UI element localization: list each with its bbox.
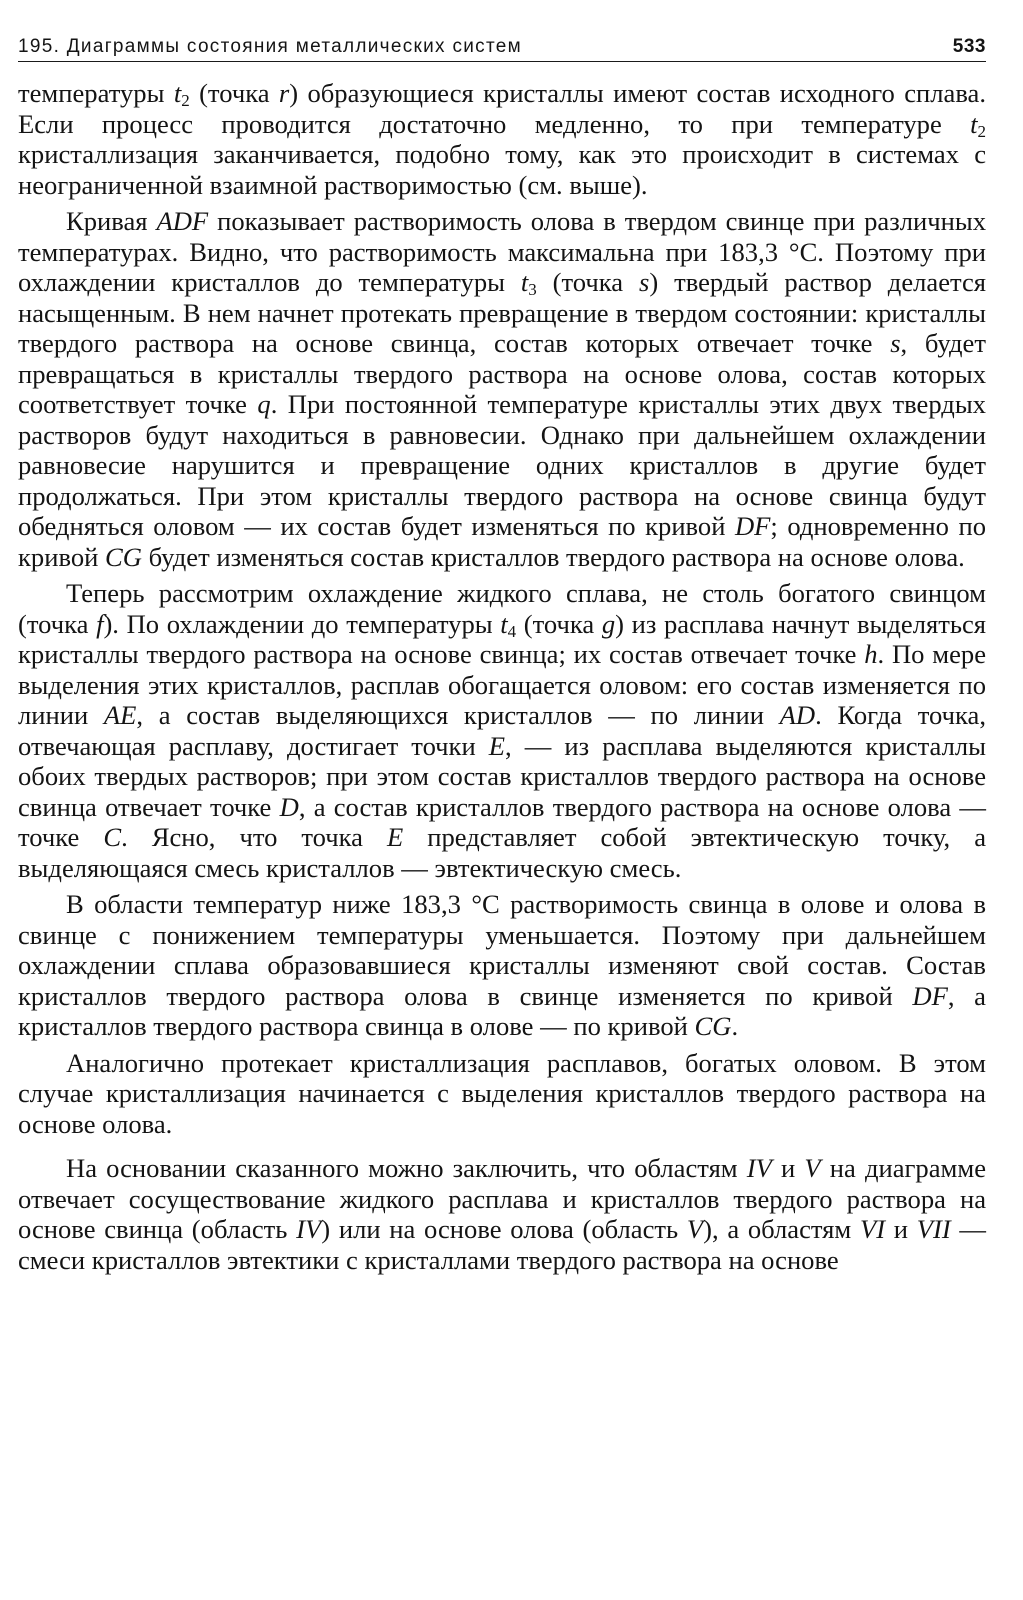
section-title: 195. Диаграммы состояния металлических систем <box>18 36 522 57</box>
body-text <box>18 78 986 1275</box>
paragraph: Кривая ADF показывает растворимость олова в твердом свинце при различных температурах. Видно, что растворимость максимальна при 183,3 °С. Поэтому при охлаждении кристаллов до температуры $t_3$ (точка s) твердый раствор делается насыщенным. В нем начнет протекать превращение в твердом состоянии: кристаллы твердого раствора на основе свинца, состав которых отвечает точке s, будет превращаться в кристаллы твердого раствора на основе олова, состав которых соответствует точке q. При постоянной температуре кристаллы этих двух твердых растворов будут находиться в равновесии. Однако при дальнейшем охлаждении равновесие нарушится и превращение одних кристаллов в другие будет продолжаться. При этом кристаллы твердого раствора на основе свинца будут обедняться оловом — их состав будет изменяться по кривой DF; одновременно по кривой CG будет изменяться состав кристаллов твердого раствора на основе олова. <box>18 206 986 572</box>
book-page <box>18 28 986 1275</box>
paragraph: На основании сказанного можно заключить, что областям IV и V на диаграмме отвечает сосуществование жидкого расплава и кристаллов твердого раствора на основе свинца (область IV) или на основе олова (область V), а областям VI и VII — смеси кристаллов эвтектики с кристаллами твердого раствора на основе <box>18 1153 987 1275</box>
paragraph: температуры $t_2$ (точка r) образующиеся кристаллы имеют состав исходного сплава. Если процесс проводится достаточно медленно, то при температуре $t_2$ кристаллизация заканчивается, подобно тому, как это происходит в системах с неограниченной взаимной растворимостью (см. выше). <box>18 78 986 200</box>
paragraph: Теперь рассмотрим охлаждение жидкого сплава, не столь богатого свинцом (точка f). По охлаждении до температуры $t_4$ (точка g) из расплава начнут выделяться кристаллы твердого раствора на основе свинца; их состав отвечает точке h. По мере выделения этих кристаллов, расплав обогащается оловом: его состав изменяется по линии AE, а состав выделяющихся кристаллов — по линии AD. Когда точка, отвечающая расплаву, достигает точки E, — из расплава выделяются кристаллы обоих твердых растворов; при этом состав кристаллов твердого раствора на основе свинца отвечает точке D, а состав кристаллов твердого раствора на основе олова — точке C. Ясно, что точка E представляет собой эвтектическую точку, а выделяющаяся смесь кристаллов — эвтектическую смесь. <box>18 578 987 883</box>
paragraph: В области температур ниже 183,3 °С растворимость свинца в олове и олова в свинце с понижением температуры уменьшается. Поэтому при дальнейшем охлаждении сплава образовавшиеся кристаллы изменяют свой состав. Состав кристаллов твердого раствора олова в свинце изменяется по кривой DF, а кристаллов твердого раствора свинца в олове — по кривой CG. <box>18 889 986 1041</box>
running-header <box>18 28 986 62</box>
paragraph: Аналогично протекает кристаллизация расплавов, богатых оловом. В этом случае кристаллизация начинается с выделения кристаллов твердого раствора на основе олова. <box>18 1047 986 1139</box>
page-number: 533 <box>952 36 986 57</box>
